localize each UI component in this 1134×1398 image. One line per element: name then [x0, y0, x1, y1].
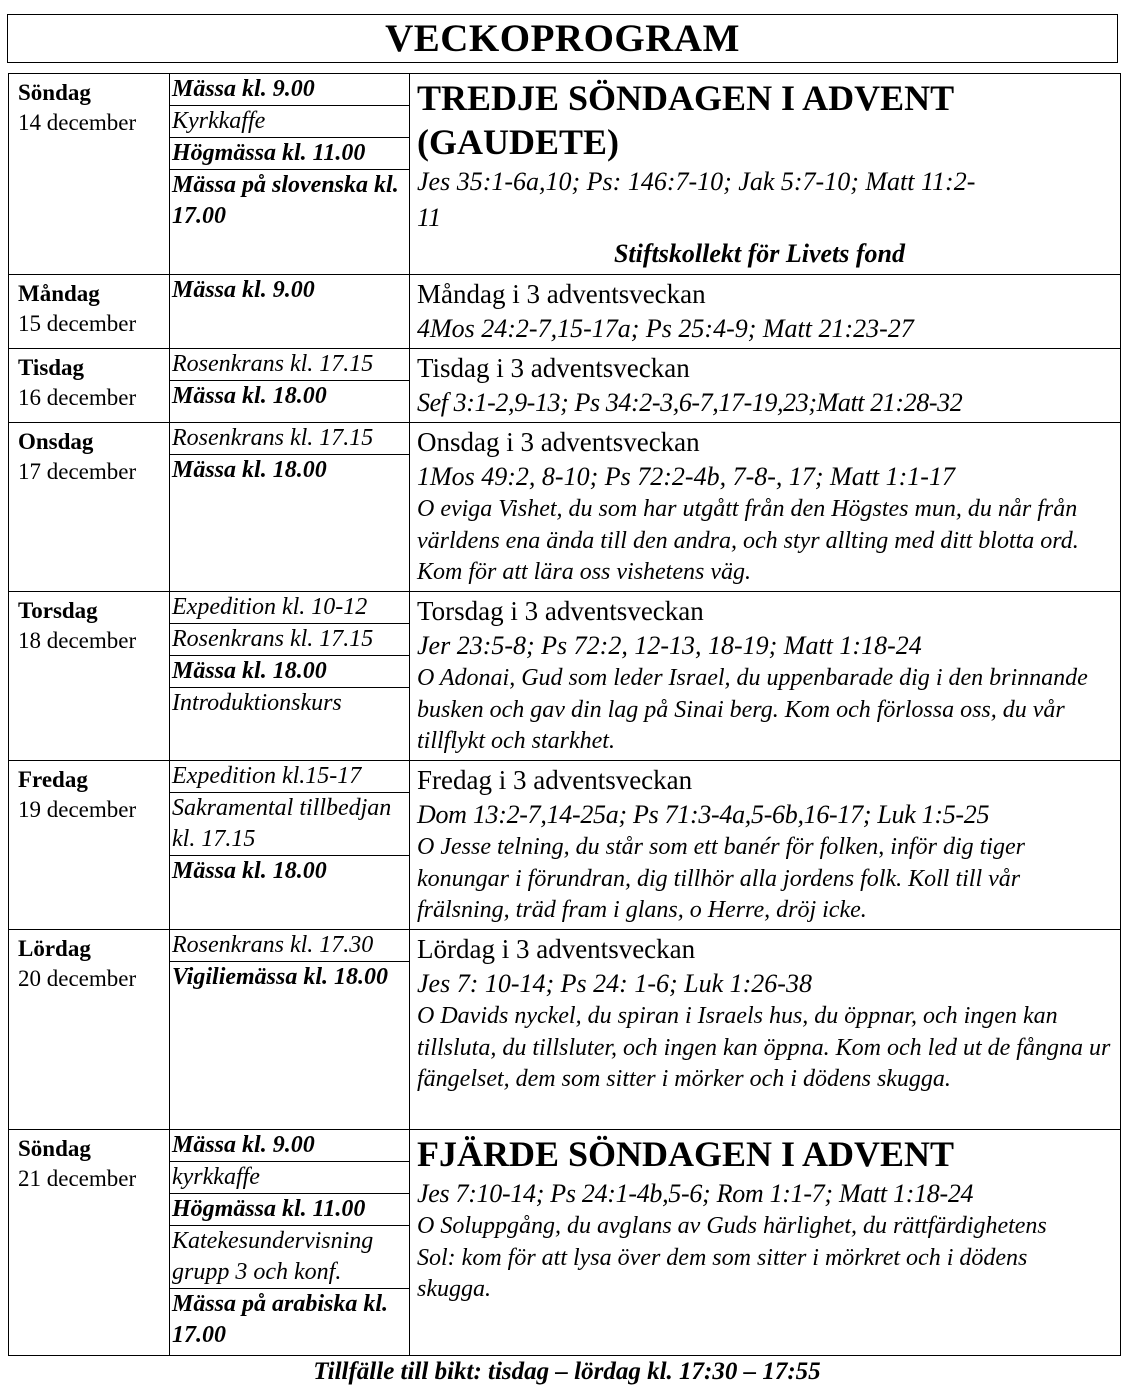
event-item: Rosenkrans kl. 17.30	[170, 930, 409, 962]
day-cell	[9, 275, 170, 349]
day-row	[9, 930, 1121, 1130]
day-name: Torsdag	[18, 598, 98, 623]
event-item: Mässa kl. 9.00	[170, 74, 409, 106]
day-cell	[9, 592, 170, 761]
event-item: kyrkkaffe	[170, 1162, 409, 1194]
antiphon: O Jesse telning, du står som ett banér för folken, inför dig tiger konungar i förundran, dig tillhör alla jordens folk. Koll till vår frälsning, träd fram i glans, o Herre, dröj icke.	[417, 834, 1025, 923]
day-date: 15 december	[18, 311, 137, 336]
day-date: 18 december	[18, 628, 137, 653]
activities-cell	[170, 74, 410, 275]
sunday-heading: TREDJE SÖNDAGEN I ADVENT (GAUDETE)	[417, 78, 954, 162]
sunday-heading: FJÄRDE SÖNDAGEN I ADVENT	[417, 1134, 955, 1174]
liturgy-cell	[410, 1130, 1121, 1356]
page-title: VECKOPROGRAM	[385, 17, 740, 60]
event-item: Rosenkrans kl. 17.15	[170, 624, 409, 656]
liturgy-cell	[410, 761, 1121, 930]
liturgy-cell	[410, 592, 1121, 761]
antiphon: O Adonai, Gud som leder Israel, du uppenbarade dig i den brinnande busken och gav din lag på Sinai berg. Kom och förlossa oss, du vår tillflykt och starkhet.	[417, 665, 1088, 754]
day-row	[9, 761, 1121, 930]
liturgical-day: Onsdag i 3 adventsveckan	[417, 427, 700, 457]
liturgy-cell	[410, 275, 1121, 349]
day-row	[9, 592, 1121, 761]
day-cell	[9, 930, 170, 1130]
event-item: Rosenkrans kl. 17.15	[170, 423, 409, 455]
readings: Jes 7: 10-14; Ps 24: 1-6; Luk 1:26-38	[417, 969, 812, 998]
liturgical-day: Måndag i 3 adventsveckan	[417, 279, 706, 309]
antiphon: O eviga Vishet, du som har utgått från den Högstes mun, du når från världens ena ända till den andra, och styr allting med ditt blotta ord. Kom för att lära oss vishetens väg.	[417, 496, 1079, 585]
event-item: Sakramental tillbedjan kl. 17.15	[170, 793, 409, 856]
liturgical-day: Tisdag i 3 adventsveckan	[417, 353, 690, 383]
day-row	[9, 74, 1121, 275]
event-item: Mässa kl. 18.00	[172, 383, 327, 409]
day-date: 14 december	[18, 110, 137, 135]
confession-times: Tillfälle till bikt: tisdag – lördag kl. 17:30 – 17:55	[313, 1358, 821, 1385]
event-item: Mässa på slovenska kl. 17.00	[172, 172, 399, 229]
liturgical-day: Torsdag i 3 adventsveckan	[417, 596, 704, 626]
title-box	[7, 14, 1118, 63]
event-item: Expedition kl. 10-12	[170, 592, 409, 624]
day-cell	[9, 423, 170, 592]
event-item: Mässa kl. 9.00	[172, 277, 315, 303]
event-item: Mässa kl. 18.00	[172, 457, 327, 483]
readings: 1Mos 49:2, 8-10; Ps 72:2-4b, 7-8-, 17; Matt 1:1-17	[417, 462, 955, 491]
event-item: Expedition kl.15-17	[170, 761, 409, 793]
event-item: Katekesundervisning grupp 3 och konf.	[170, 1226, 409, 1289]
activities-cell	[170, 349, 410, 423]
event-item: Vigiliemässa kl. 18.00	[172, 964, 389, 990]
event-item: Mässa kl. 9.00	[170, 1130, 409, 1162]
day-date: 16 december	[18, 385, 137, 410]
event-item: Mässa på arabiska kl. 17.00	[172, 1291, 389, 1348]
readings: Dom 13:2-7,14-25a; Ps 71:3-4a,5-6b,16-17; Luk 1:5-25	[417, 800, 990, 829]
event-item: Introduktionskurs	[172, 690, 342, 716]
day-name: Onsdag	[18, 429, 94, 454]
day-date: 17 december	[18, 459, 137, 484]
day-cell	[9, 349, 170, 423]
readings: 4Mos 24:2-7,15-17a; Ps 25:4-9; Matt 21:23-27	[417, 314, 914, 343]
day-date: 19 december	[18, 797, 137, 822]
day-name: Lördag	[18, 936, 91, 961]
day-name: Söndag	[18, 80, 91, 105]
antiphon: O Soluppgång, du avglans av Guds härlighet, du rättfärdighetens Sol: kom för att lysa över dem som sitter i mörkret och i dödens skugga.	[417, 1213, 1047, 1302]
day-row	[9, 349, 1121, 423]
readings: Jer 23:5-8; Ps 72:2, 12-13, 18-19; Matt 1:18-24	[417, 631, 922, 660]
day-cell	[9, 761, 170, 930]
day-name: Tisdag	[18, 355, 85, 380]
event-item: Rosenkrans kl. 17.15	[170, 349, 409, 381]
readings: Sef 3:1-2,9-13; Ps 34:2-3,6-7,17-19,23;Matt 21:28-32	[417, 388, 963, 417]
event-item: Högmässa kl. 11.00	[170, 138, 409, 170]
collection-note: Stiftskollekt för Livets fond	[613, 239, 906, 268]
schedule-table	[8, 73, 1121, 1356]
event-item: Kyrkkaffe	[170, 106, 409, 138]
event-item: Mässa kl. 18.00	[170, 656, 409, 688]
liturgy-cell	[410, 423, 1121, 592]
antiphon: O Davids nyckel, du spiran i Israels hus, du öppnar, och ingen kan tillsluta, du tillsluter, och ingen kan öppna. Kom och led ut de fångna ur fängelset, dem som sitter i mörker och i dödens skugga.	[417, 1003, 1111, 1092]
activities-cell	[170, 930, 410, 1130]
day-row	[9, 1130, 1121, 1356]
day-row	[9, 275, 1121, 349]
event-item: Mässa kl. 18.00	[172, 858, 327, 884]
activities-cell	[170, 275, 410, 349]
day-row	[9, 423, 1121, 592]
day-name: Söndag	[18, 1136, 91, 1161]
liturgy-cell	[410, 74, 1121, 275]
event-item: Högmässa kl. 11.00	[170, 1194, 409, 1226]
activities-cell	[170, 423, 410, 592]
activities-cell	[170, 761, 410, 930]
liturgy-cell	[410, 930, 1121, 1130]
activities-cell	[170, 592, 410, 761]
day-date: 20 december	[18, 966, 137, 991]
activities-cell	[170, 1130, 410, 1356]
readings: Jes 35:1-6a,10; Ps: 146:7-10; Jak 5:7-10; Matt 11:2-11	[417, 167, 976, 232]
readings: Jes 7:10-14; Ps 24:1-4b,5-6; Rom 1:1-7; Matt 1:18-24	[417, 1179, 974, 1208]
day-cell	[9, 1130, 170, 1356]
liturgical-day: Fredag i 3 adventsveckan	[417, 765, 693, 795]
day-cell	[9, 74, 170, 275]
day-name: Måndag	[18, 281, 100, 306]
liturgy-cell	[410, 349, 1121, 423]
day-name: Fredag	[18, 767, 88, 792]
day-date: 21 december	[18, 1166, 137, 1191]
liturgical-day: Lördag i 3 adventsveckan	[417, 934, 696, 964]
